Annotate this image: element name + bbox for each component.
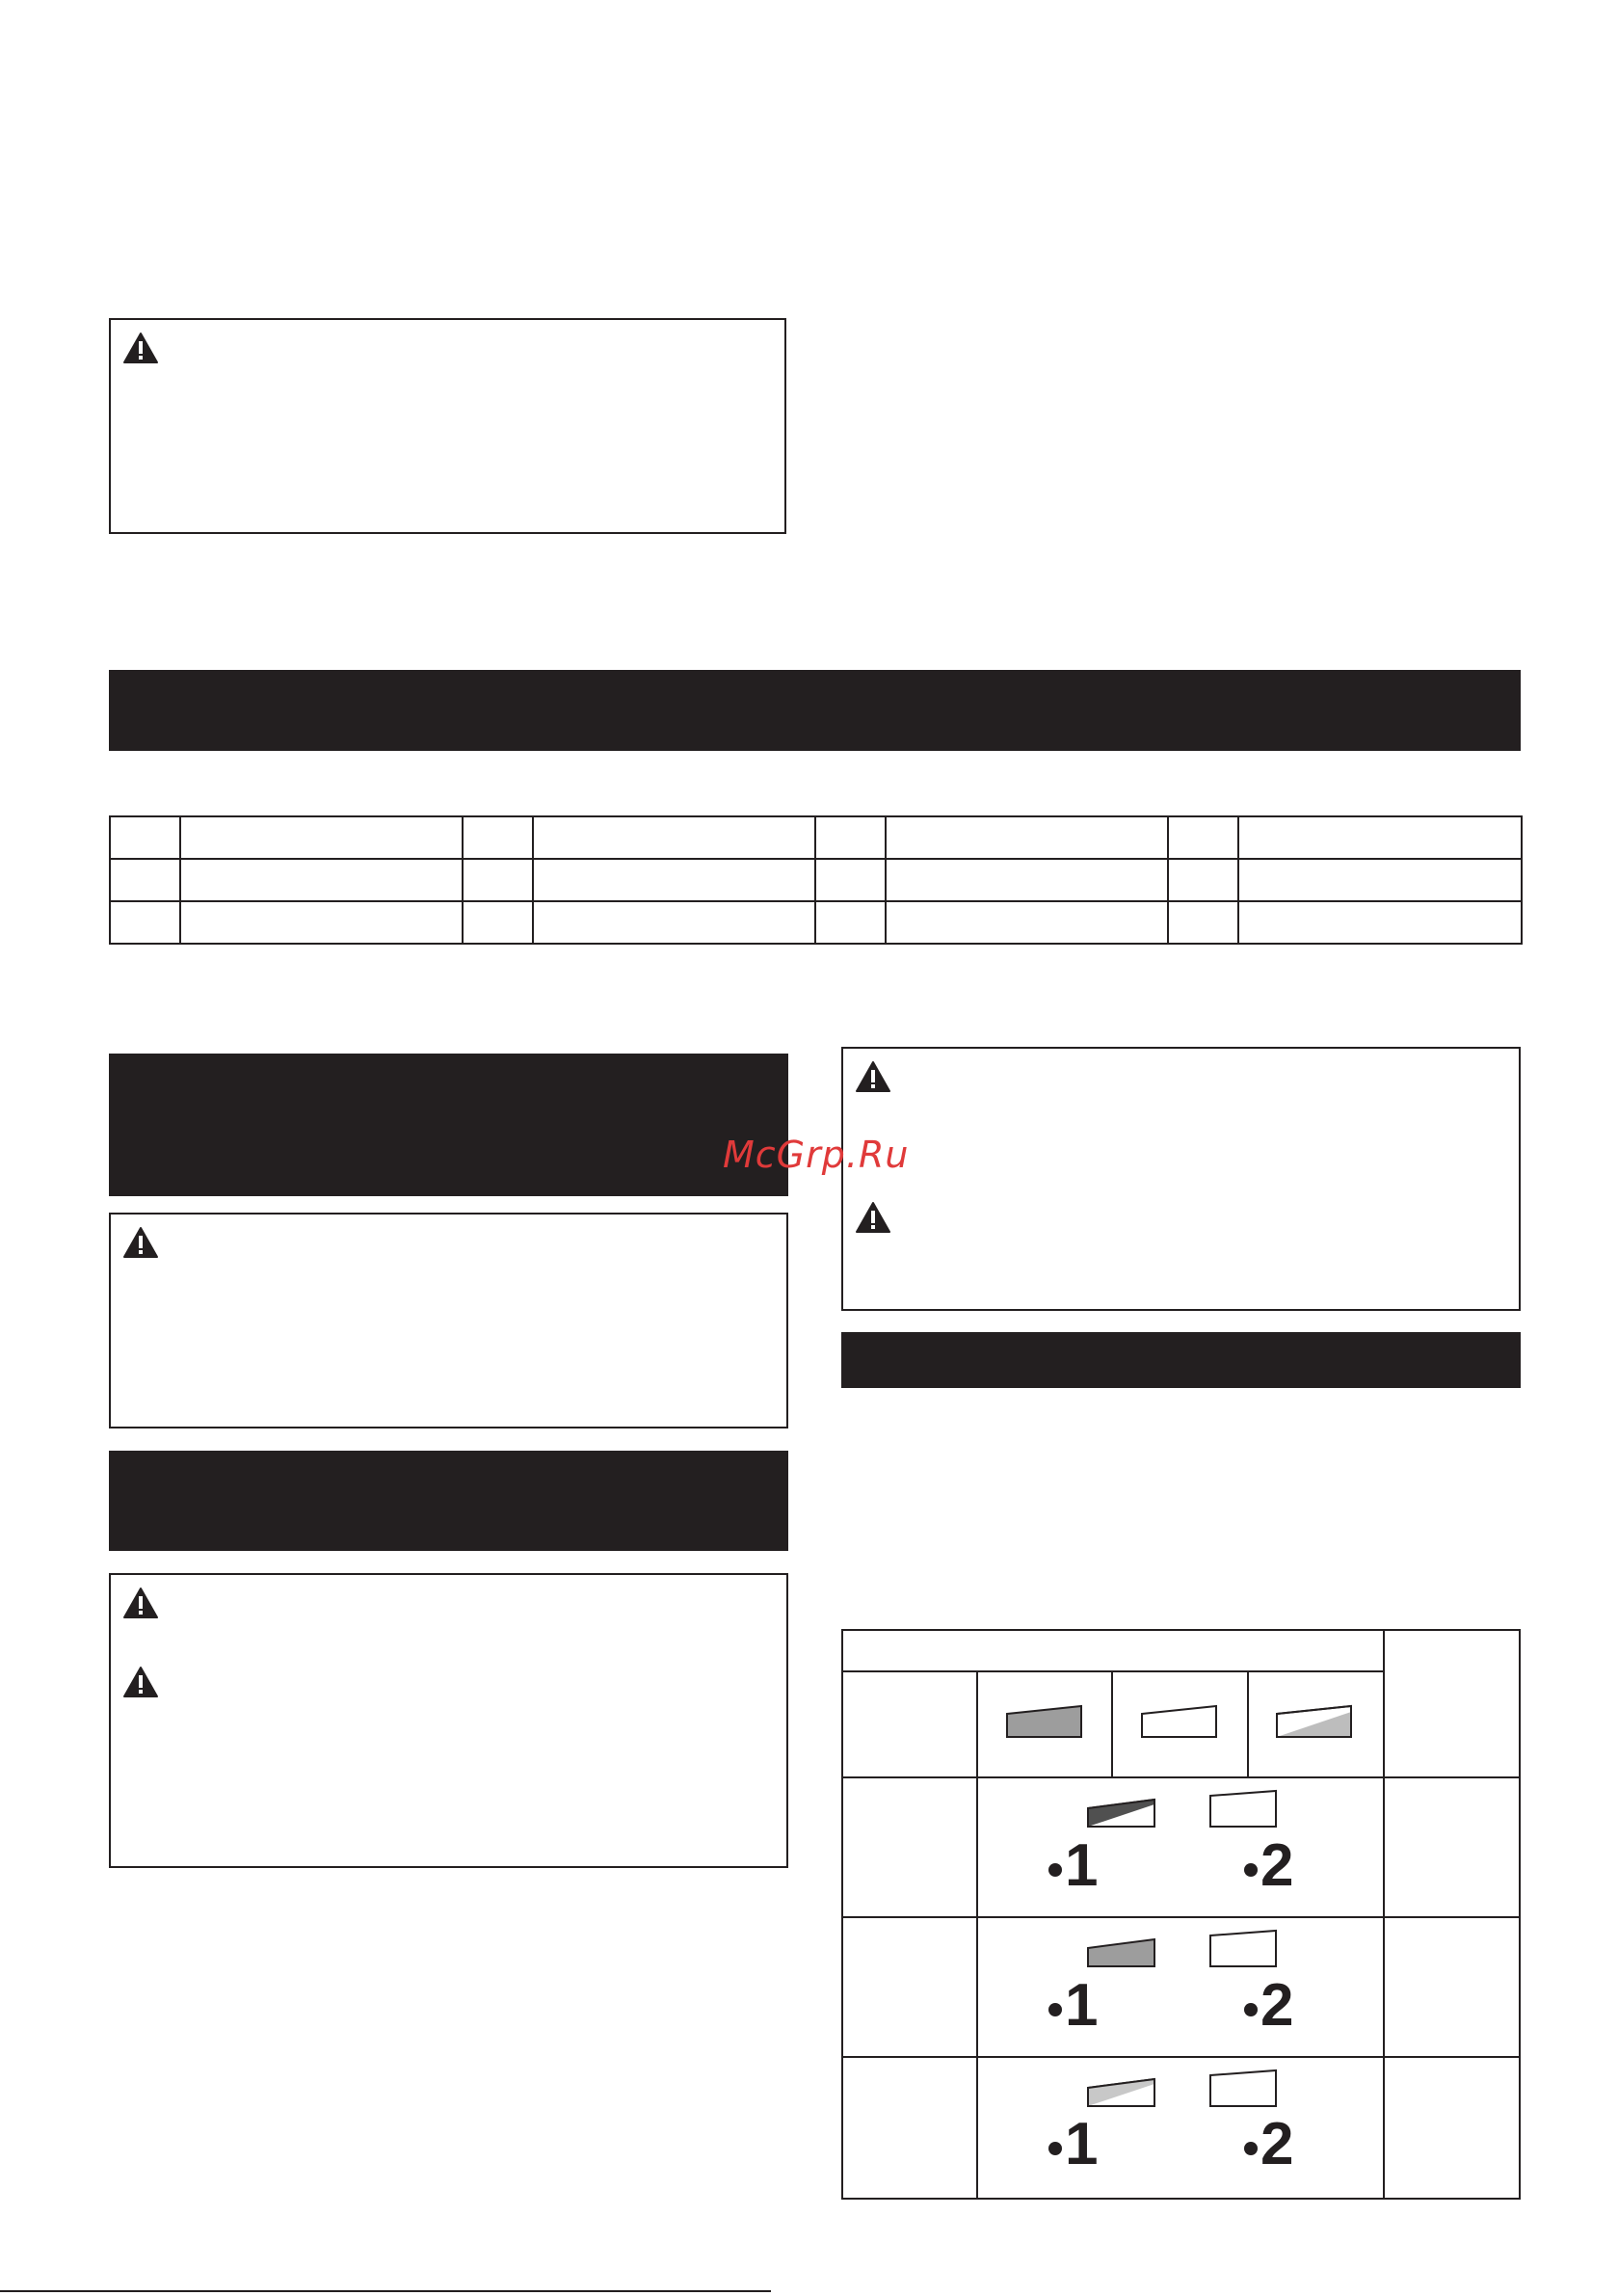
warning-box-top bbox=[109, 318, 786, 534]
bullet-dot bbox=[1244, 2142, 1258, 2155]
table-row bbox=[110, 859, 1522, 901]
led-number-2: 2 bbox=[1260, 2111, 1294, 2177]
left-heading-bar-2 bbox=[109, 1451, 788, 1551]
warning-triangle-icon bbox=[855, 1201, 891, 1234]
left-heading-bar-1 bbox=[109, 1054, 788, 1196]
led-number-1: 1 bbox=[1065, 2111, 1099, 2177]
lamp-off-icon bbox=[1142, 1706, 1216, 1737]
led-number-1: 1 bbox=[1065, 1832, 1099, 1899]
right-heading-bar bbox=[841, 1332, 1521, 1388]
lamp-2-row2-icon bbox=[1210, 1931, 1276, 1966]
bullet-dot bbox=[1244, 1863, 1258, 1877]
warning-triangle-icon bbox=[122, 1226, 159, 1259]
lamp-1-row1-icon bbox=[1088, 1800, 1154, 1827]
footer-rule bbox=[0, 2290, 771, 2292]
warning-triangle-icon bbox=[855, 1060, 891, 1093]
lamp-2-row1-icon bbox=[1210, 1791, 1276, 1827]
warning-triangle-icon bbox=[122, 1587, 159, 1619]
lamp-2-row3-icon bbox=[1210, 2070, 1276, 2106]
bullet-dot bbox=[1048, 1863, 1062, 1877]
lamp-1-row2-icon bbox=[1088, 1939, 1154, 1966]
warning-box-left-2 bbox=[109, 1573, 788, 1868]
bullet-dot bbox=[1244, 2003, 1258, 2016]
table-row bbox=[110, 901, 1522, 944]
led-number-1: 1 bbox=[1065, 1972, 1099, 2039]
led-number-2: 2 bbox=[1260, 1972, 1294, 2039]
led-number-2: 2 bbox=[1260, 1832, 1294, 1899]
parts-table bbox=[109, 815, 1523, 945]
watermark: McGrp.Ru bbox=[723, 1134, 910, 1176]
bullet-dot bbox=[1048, 2003, 1062, 2016]
lamp-1-row3-icon bbox=[1088, 2079, 1154, 2106]
table-row bbox=[110, 816, 1522, 859]
warning-box-right bbox=[841, 1047, 1521, 1311]
warning-triangle-icon bbox=[122, 332, 159, 364]
lamp-on-icon bbox=[1007, 1706, 1081, 1737]
lamp-blink-icon bbox=[1277, 1706, 1351, 1737]
warning-box-left-1 bbox=[109, 1213, 788, 1428]
bullet-dot bbox=[1048, 2142, 1062, 2155]
warning-triangle-icon bbox=[122, 1666, 159, 1698]
indicator-table bbox=[841, 1629, 1521, 2200]
section-heading-bar bbox=[109, 670, 1521, 751]
